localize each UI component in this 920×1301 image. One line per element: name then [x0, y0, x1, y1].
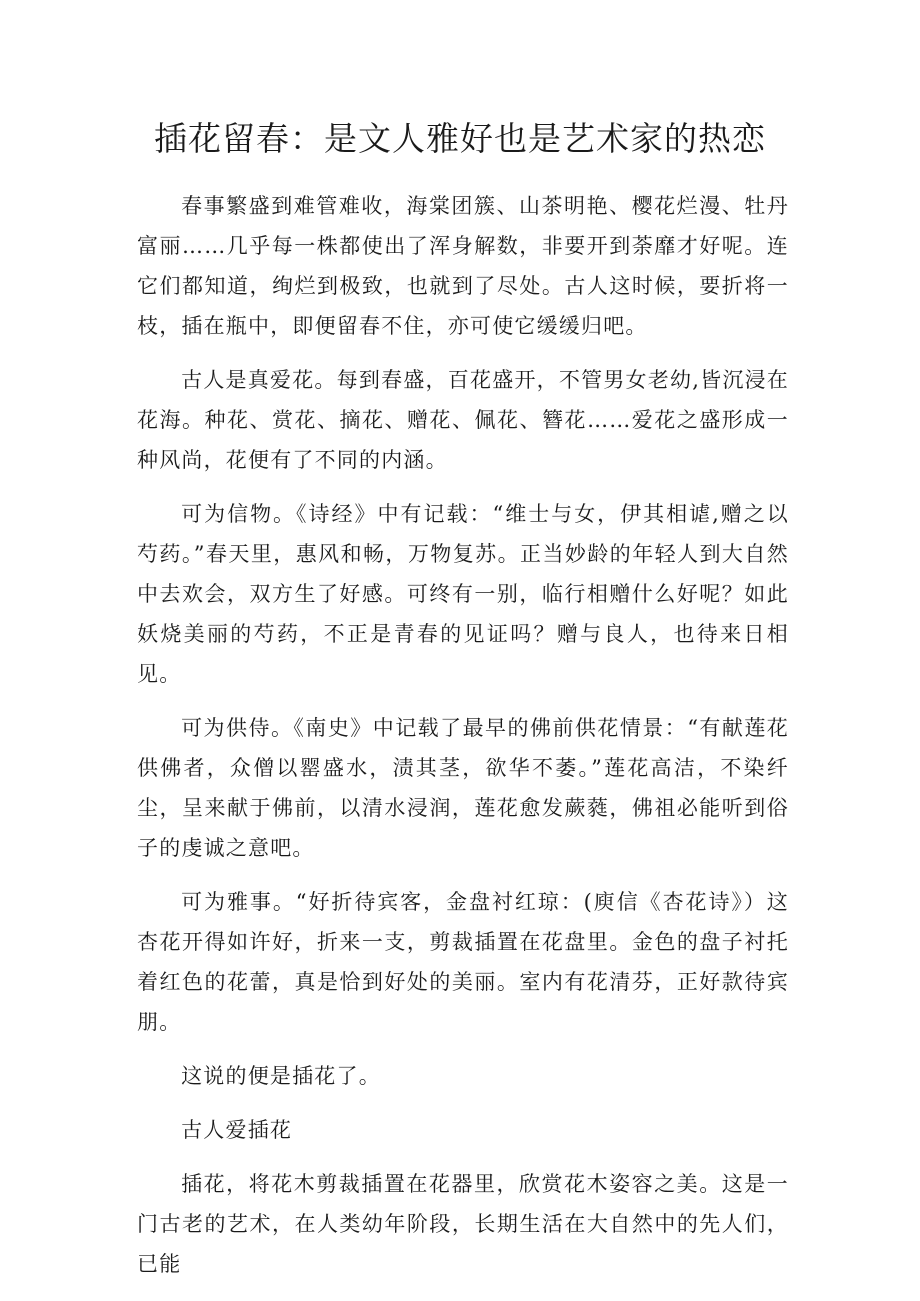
section-heading: 古人爱插花	[181, 1118, 293, 1142]
paragraph: 古人是真爱花。每到春盛，百花盛开，不管男女老幼,皆沉浸在花海。种花、赏花、摘花、赠花、佩花、簪花……爱花之盛形成一种风尚，花便有了不同的内涵。	[137, 368, 789, 472]
paragraph: 这说的便是插花了。	[181, 1064, 381, 1088]
document-title: 插花留春：是文人雅好也是艺术家的热恋	[154, 119, 766, 158]
document-body	[137, 186, 789, 1298]
paragraph: 可为雅事。“好折待宾客，金盘衬红琼：(庾信《杏花诗》）这杏花开得如许好，折来一支，剪裁插置在花盘里。金色的盘子衬托着红色的花蕾，真是恰到好处的美丽。室内有花清芬，正好款待宾朋。	[137, 890, 789, 1034]
paragraph: 可为供侍。《南史》中记载了最早的佛前供花情景：“有献莲花供佛者，众僧以罂盛水，渍其茎，欲华不萎。”莲花高洁，不染纤尘，呈来献于佛前，以清水浸润，莲花愈发蕨蕤，佛祖必能听到俗子的虔诚之意吧。	[137, 716, 789, 860]
paragraph: 可为信物。《诗经》中有记载：“维士与女，伊其相谑,赠之以芍药。”春天里，惠风和畅，万物复苏。正当妙龄的年轻人到大自然中去欢会，双方生了好感。可终有一别，临行相赠什么好呢？如此妖烧美丽的芍药，不正是青春的见证吗？赠与良人，也待来日相见。	[137, 502, 789, 686]
paragraph: 春事繁盛到难管难收，海棠团簇、山茶明艳、樱花烂漫、牡丹富丽……几乎每一株都使出了浑身解数，非要开到荼靡才好呢。连它们都知道，绚烂到极致，也就到了尽处。古人这时候，要折将一枝，插在瓶中，即便留春不住，亦可使它缓缓归吧。	[137, 194, 789, 338]
paragraph: 插花，将花木剪裁插置在花器里，欣赏花木姿容之美。这是一门古老的艺术，在人类幼年阶段，长期生活在大自然中的先人们，已能	[137, 1172, 789, 1276]
